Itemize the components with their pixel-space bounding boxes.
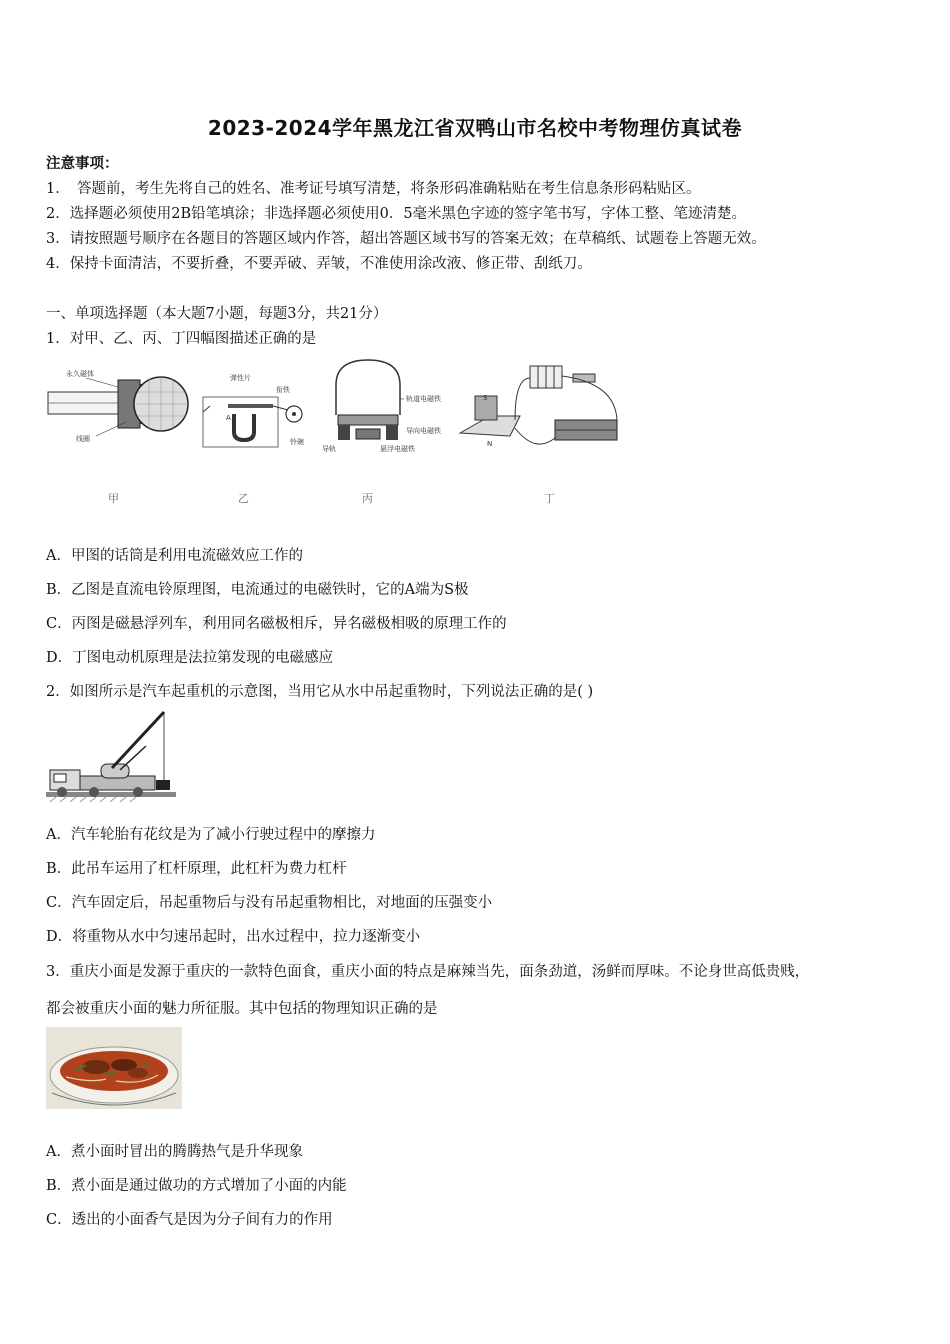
q2-option-a: A．汽车轮胎有花纹是为了减小行驶过程中的摩擦力 xyxy=(46,827,376,843)
ding-label-s: S xyxy=(483,394,488,402)
q2-figure-crane-truck xyxy=(46,710,176,810)
q1-option-c: C．丙图是磁悬浮列车，利用同名磁极相斥，异名磁极相吸的原理工作的 xyxy=(46,616,507,632)
q2-option-c: C．汽车固定后，吊起重物后与没有吊起重物相比，对地面的压强变小 xyxy=(46,895,493,911)
q1-stem: 1．对甲、乙、丙、丁四幅图描述正确的是 xyxy=(46,331,317,347)
section-heading: 一、单项选择题（本大题7小题，每题3分，共21分） xyxy=(46,306,388,322)
q1-fig-label-yi: 乙 xyxy=(238,492,249,505)
q1-option-d: D．丁图电动机原理是法拉第发现的电磁感应 xyxy=(46,650,334,666)
bing-label-guide-magnet: 导向电磁铁 xyxy=(406,427,441,435)
q1-figure-yi-electric-bell xyxy=(198,362,313,457)
jia-label-magnet: 永久磁体 xyxy=(66,370,94,378)
notice-item-2: 2．选择题必须使用2B铅笔填涂；非选择题必须使用0．5毫米黑色字迹的签字笔书写，字体工整、笔迹清楚。 xyxy=(46,206,747,222)
q1-option-a: A．甲图的话筒是利用电流磁效应工作的 xyxy=(46,548,303,564)
q3-option-b: B．煮小面是通过做功的方式增加了小面的内能 xyxy=(46,1178,347,1194)
bing-label-rail: 导轨 xyxy=(322,445,336,453)
q1-figure-ding-motor xyxy=(455,358,630,458)
notice-heading: 注意事项： xyxy=(46,155,119,172)
yi-label-bell: 铃碗 xyxy=(290,438,304,446)
q3-stem-line1: 3．重庆小面是发源于重庆的一款特色面食，重庆小面的特点是麻辣当先，面条劲道，汤鲜而厚味。不论身世高低贵贱， xyxy=(46,964,810,980)
q3-option-a: A．煮小面时冒出的腾腾热气是升华现象 xyxy=(46,1144,303,1160)
notice-item-4: 4．保持卡面清洁，不要折叠，不要弄破、弄皱，不准使用涂改液、修正带、刮纸刀。 xyxy=(46,256,592,272)
q3-figure-noodle-bowl xyxy=(46,1027,182,1109)
q2-option-b: B．此吊车运用了杠杆原理，此杠杆为费力杠杆 xyxy=(46,861,347,877)
q1-option-b: B．乙图是直流电铃原理图，电流通过的电磁铁时，它的A端为S极 xyxy=(46,582,469,598)
q1-figure-jia-microphone xyxy=(46,362,191,447)
notice-item-3: 3．请按照题号顺序在各题目的答题区域内作答，超出答题区域书写的答案无效；在草稿纸、试题卷上答题无效。 xyxy=(46,231,766,247)
q2-stem: 2．如图所示是汽车起重机的示意图，当用它从水中吊起重物时，下列说法正确的是( ) xyxy=(46,684,594,700)
q1-fig-label-ding: 丁 xyxy=(544,492,555,505)
notice-item-1: 1． 答题前，考生先将自己的姓名、准考证号填写清楚，将条形码准确粘贴在考生信息条形码粘贴区。 xyxy=(46,181,701,197)
page-title: 2023-2024学年黑龙江省双鸭山市名校中考物理仿真试卷 xyxy=(207,116,743,140)
q3-stem-line2: 都会被重庆小面的魅力所征服。其中包括的物理知识正确的是 xyxy=(46,1001,438,1017)
bing-label-levitation-magnet: 悬浮电磁铁 xyxy=(380,445,415,453)
svg-text:A: A xyxy=(226,414,231,422)
yi-label-spring: 弹性片 xyxy=(230,374,251,382)
bing-label-rail-magnet: 轨道电磁铁 xyxy=(406,395,441,403)
q1-fig-label-jia: 甲 xyxy=(108,492,119,505)
q1-fig-label-bing: 丙 xyxy=(362,492,373,505)
q1-figure-bing-maglev xyxy=(318,355,453,455)
q3-option-c: C．透出的小面香气是因为分子间有力的作用 xyxy=(46,1212,333,1228)
ding-label-n: N xyxy=(487,440,493,448)
q2-option-d: D．将重物从水中匀速吊起时，出水过程中，拉力逐渐变小 xyxy=(46,929,421,945)
yi-label-armature: 衔铁 xyxy=(276,386,290,394)
jia-label-coil: 线圈 xyxy=(76,435,90,443)
